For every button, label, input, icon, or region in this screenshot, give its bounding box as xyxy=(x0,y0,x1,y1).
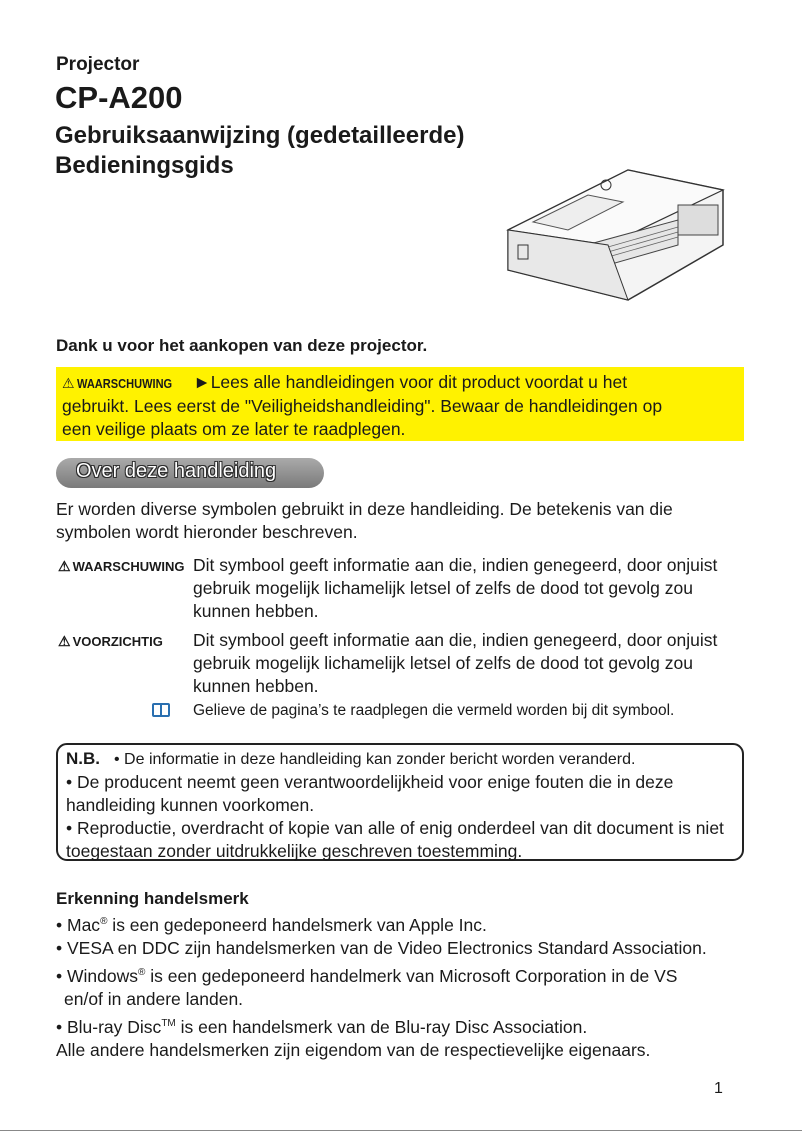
page-number: 1 xyxy=(714,1080,723,1097)
warning-triangle-icon: ⚠ xyxy=(62,375,75,391)
manual-subtitle xyxy=(55,121,464,181)
warning-text: gebruikt. Lees eerst de "Veiligheidshandleiding". Bewaar de handleidingen op xyxy=(62,396,663,416)
symbol-description: Dit symbool geeft informatie aan die, indien genegeerd, door onjuist gebruik mogelijk lichamelijk letsel of zelfs de dood tot gevolg zou kunnen hebben. xyxy=(193,555,718,621)
trademark-other: Alle andere handelsmerken zijn eigendom van de respectievelijke eigenaars. xyxy=(56,1039,651,1060)
trademark-item-cont: en/of in andere landen. xyxy=(64,989,244,1010)
warning-text: Lees alle handleidingen voor dit product voordat u het xyxy=(210,372,628,392)
intro-line: Er worden diverse symbolen gebruikt in deze handleiding. De betekenis van die xyxy=(56,499,673,519)
projector-image xyxy=(478,150,733,302)
trademark-item: • Blu-ray Disc™ is een handelsmerk van de Blu-ray Disc Association. xyxy=(56,1016,588,1037)
thanks-text: Dank u voor het aankopen van deze projector. xyxy=(56,336,428,355)
section-title: Over deze handleiding xyxy=(56,458,324,488)
warning-banner xyxy=(56,367,744,441)
category-heading: Projector xyxy=(56,54,140,75)
note-item: • Reproductie, overdracht of kopie van alle of enig onderdeel van dit document is niet toegestaan zonder uitdrukkelijke geschreven toestemming. xyxy=(66,818,724,861)
subtitle-line: Bedieningsgids xyxy=(55,152,234,179)
note-box xyxy=(56,743,744,861)
warning-label: WAARSCHUWING xyxy=(76,376,172,391)
symbol-label: VOORZICHTIG xyxy=(72,634,163,649)
divider xyxy=(0,1130,802,1131)
symbol-label: WAARSCHUWING xyxy=(72,559,185,574)
trademarks-list xyxy=(56,910,776,1062)
symbol-warning xyxy=(58,558,185,575)
warning-triangle-icon: ⚠ xyxy=(58,633,71,649)
note-item: • De informatie in deze handleiding kan zonder bericht worden veranderd. xyxy=(114,751,636,768)
symbol-caution xyxy=(58,633,163,650)
trademark-item: • Mac® is een gedeponeerd handelsmerk van Apple Inc. xyxy=(56,914,487,935)
model-title: CP-A200 xyxy=(55,80,183,115)
note-label: N.B. xyxy=(66,749,100,768)
book-icon xyxy=(152,703,170,717)
trademarks-title: Erkenning handelsmerk xyxy=(56,889,249,908)
book-note: Gelieve de pagina’s te raadplegen die vermeld worden bij dit symbool. xyxy=(193,702,675,719)
intro-line: symbolen wordt hieronder beschreven. xyxy=(56,522,358,542)
subtitle-line: Gebruiksaanwijzing (gedetailleerde) xyxy=(55,122,465,149)
warning-triangle-icon: ⚠ xyxy=(58,558,71,574)
symbol-description: Dit symbool geeft informatie aan die, indien genegeerd, door onjuist gebruik mogelijk lichamelijk letsel of zelfs de dood tot gevolg zou kunnen hebben. xyxy=(193,630,718,696)
warning-text: een veilige plaats om ze later te raadplegen. xyxy=(62,419,406,439)
arrow-icon: ► xyxy=(193,372,211,392)
trademark-item: • VESA en DDC zijn handelsmerken van de Video Electronics Standard Association. xyxy=(56,938,707,959)
trademark-item: • Windows® is een gedeponeerd handelmerk van Microsoft Corporation in de VS xyxy=(56,965,678,986)
intro-text xyxy=(56,498,756,544)
note-item: • De producent neemt geen verantwoordelijkheid voor enige fouten die in deze handleiding kunnen voorkomen. xyxy=(66,772,674,815)
